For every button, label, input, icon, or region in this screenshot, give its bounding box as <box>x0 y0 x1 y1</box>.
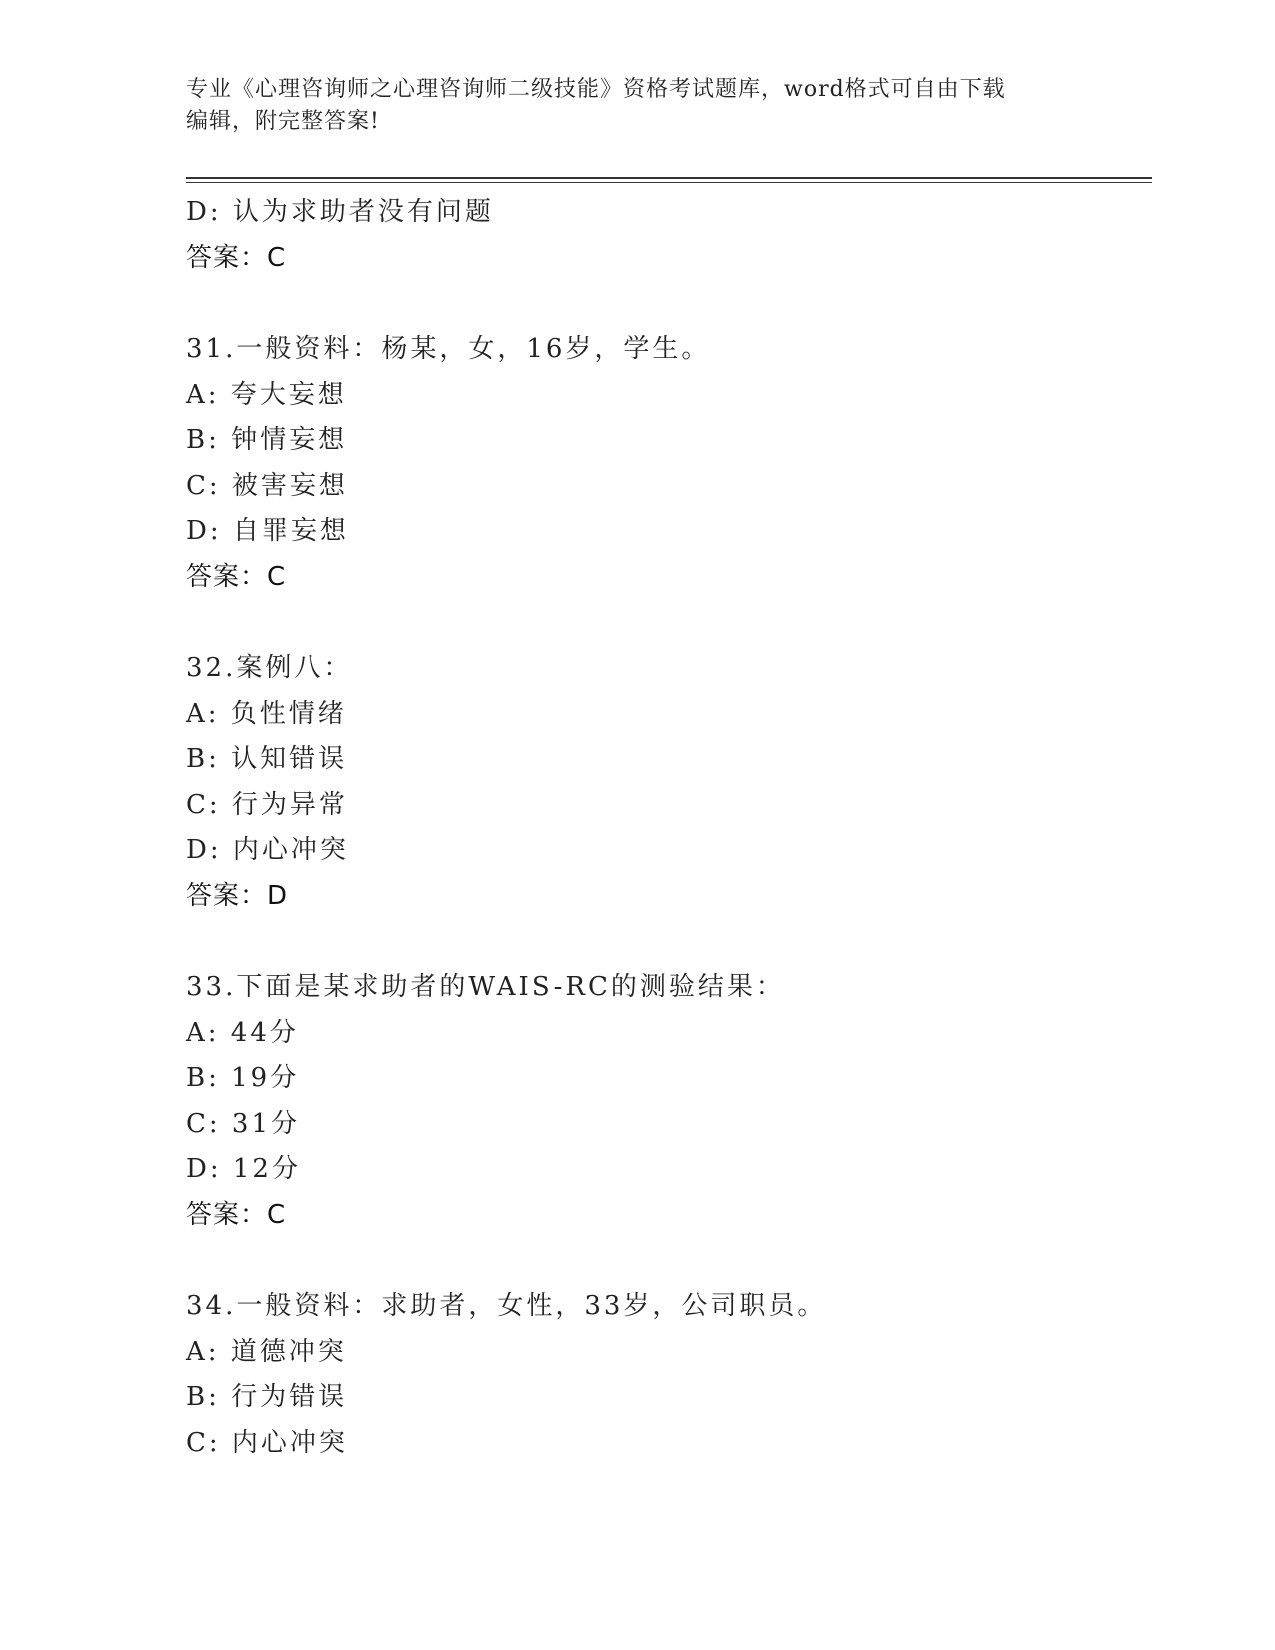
answer-line: 答案：C <box>186 561 287 592</box>
header-line-2: 编辑，附完整答案! <box>186 109 380 134</box>
previous-question-tail <box>186 190 1146 281</box>
document-header-note <box>186 74 1086 138</box>
spacer <box>186 919 1146 965</box>
question-stem: 32.案例八： <box>186 653 353 683</box>
question-stem: 33.下面是某求助者的WAIS-RC的测验结果： <box>186 972 785 1002</box>
option-a: A: 负性情绪 <box>186 698 347 729</box>
question-31 <box>186 327 1146 600</box>
answer-line: 答案：C <box>186 1199 287 1230</box>
spacer <box>186 600 1146 646</box>
header-divider <box>186 177 1152 179</box>
spacer <box>186 1238 1146 1284</box>
option-d: D: 12分 <box>186 1154 301 1184</box>
option-a: A: 44分 <box>186 1017 299 1048</box>
question-33 <box>186 965 1146 1238</box>
option-d: D: 自罪妄想 <box>186 516 349 546</box>
answer-line: 答案：C <box>186 242 287 273</box>
option-b: B: 钟情妄想 <box>186 425 348 455</box>
question-32 <box>186 646 1146 919</box>
question-34 <box>186 1284 1146 1466</box>
question-stem: 31.一般资料：杨某，女，16岁，学生。 <box>186 334 711 364</box>
option-b: B: 认知错误 <box>186 744 348 774</box>
question-list <box>186 190 1146 1466</box>
option-b: B: 行为错误 <box>186 1382 348 1412</box>
option-d: D: 认为求助者没有问题 <box>186 197 494 227</box>
answer-line: 答案：D <box>186 880 289 911</box>
option-c: C: 行为异常 <box>186 789 348 820</box>
option-a: A: 道德冲突 <box>186 1336 347 1367</box>
question-stem: 34.一般资料：求助者，女性，33岁，公司职员。 <box>186 1291 827 1321</box>
option-c: C: 被害妄想 <box>186 470 348 501</box>
spacer <box>186 281 1146 327</box>
option-c: C: 内心冲突 <box>186 1427 348 1458</box>
header-line-1: 专业《心理咨询师之心理咨询师二级技能》资格考试题库，word格式可自由下载 <box>186 77 1006 102</box>
header-divider-thin <box>186 182 1152 183</box>
option-a: A: 夸大妄想 <box>186 379 347 410</box>
option-b: B: 19分 <box>186 1063 300 1093</box>
option-d: D: 内心冲突 <box>186 835 349 865</box>
option-c: C: 31分 <box>186 1108 301 1139</box>
